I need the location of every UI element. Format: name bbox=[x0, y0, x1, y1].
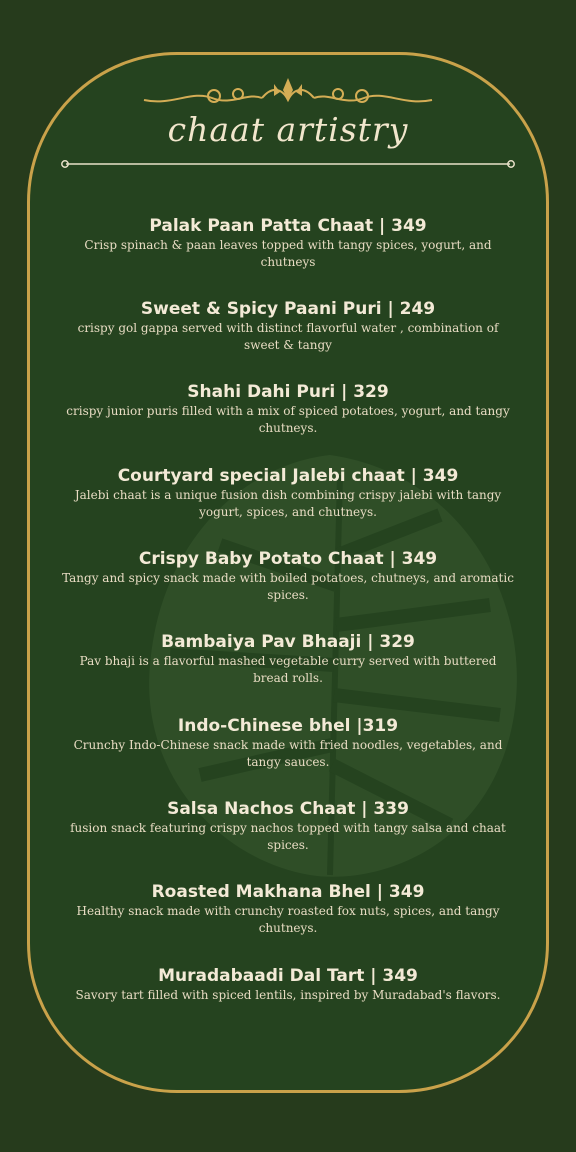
menu-item bbox=[60, 215, 516, 271]
menu-item-name: Shahi Dahi Puri | 329 bbox=[187, 382, 389, 402]
menu-item-description: fusion snack featuring crispy nachos topped with tangy salsa and chaat spices. bbox=[70, 821, 506, 852]
menu-item-description: Pav bhaji is a flavorful mashed vegetable curry served with buttered bread rolls. bbox=[79, 654, 497, 685]
menu-item-name: Indo-Chinese bhel |319 bbox=[177, 716, 399, 736]
menu-item bbox=[60, 965, 516, 1004]
menu-item bbox=[60, 298, 516, 354]
menu-item bbox=[60, 881, 516, 937]
menu-item-name: Roasted Makhana Bhel | 349 bbox=[151, 882, 425, 902]
menu-item-description: Crunchy Indo-Chinese snack made with fried noodles, vegetables, and tangy sauces. bbox=[73, 738, 503, 769]
menu-item-description: Crisp spinach & paan leaves topped with tangy spices, yogurt, and chutneys bbox=[84, 238, 492, 269]
gold-line-divider bbox=[60, 158, 516, 170]
menu-item-description: Jalebi chaat is a unique fusion dish combining crispy jalebi with tangy yogurt, spices, and chutneys. bbox=[74, 488, 502, 519]
menu-item-description: Healthy snack made with crunchy roasted fox nuts, spices, and tangy chutneys. bbox=[76, 904, 500, 935]
menu-item bbox=[60, 381, 516, 437]
menu-item-description: crispy junior puris filled with a mix of spiced potatoes, yogurt, and tangy chutneys. bbox=[66, 404, 510, 435]
menu-item-name: Crispy Baby Potato Chaat | 349 bbox=[138, 549, 438, 569]
menu-item-description: Savory tart filled with spiced lentils, inspired by Muradabad's flavors. bbox=[75, 988, 501, 1002]
menu-item-name: Salsa Nachos Chaat | 339 bbox=[167, 799, 409, 819]
menu-item bbox=[60, 631, 516, 687]
menu-item-name: Palak Paan Patta Chaat | 349 bbox=[149, 216, 427, 236]
menu-title: chaat artistry bbox=[167, 110, 409, 149]
menu-item-name: Muradabaadi Dal Tart | 349 bbox=[158, 966, 418, 986]
gold-flourish-icon bbox=[142, 76, 434, 112]
menu-item bbox=[60, 798, 516, 854]
menu-item bbox=[60, 465, 516, 521]
menu-item-description: Tangy and spicy snack made with boiled potatoes, chutneys, and aromatic spices. bbox=[62, 571, 514, 602]
menu-item-name: Bambaiya Pav Bhaaji | 329 bbox=[161, 632, 415, 652]
menu-item bbox=[60, 548, 516, 604]
menu-item-name: Sweet & Spicy Paani Puri | 249 bbox=[140, 299, 436, 319]
menu-item-name: Courtyard special Jalebi chaat | 349 bbox=[117, 466, 459, 486]
menu-item-description: crispy gol gappa served with distinct flavorful water , combination of sweet & tangy bbox=[77, 321, 499, 352]
menu-item bbox=[60, 715, 516, 771]
